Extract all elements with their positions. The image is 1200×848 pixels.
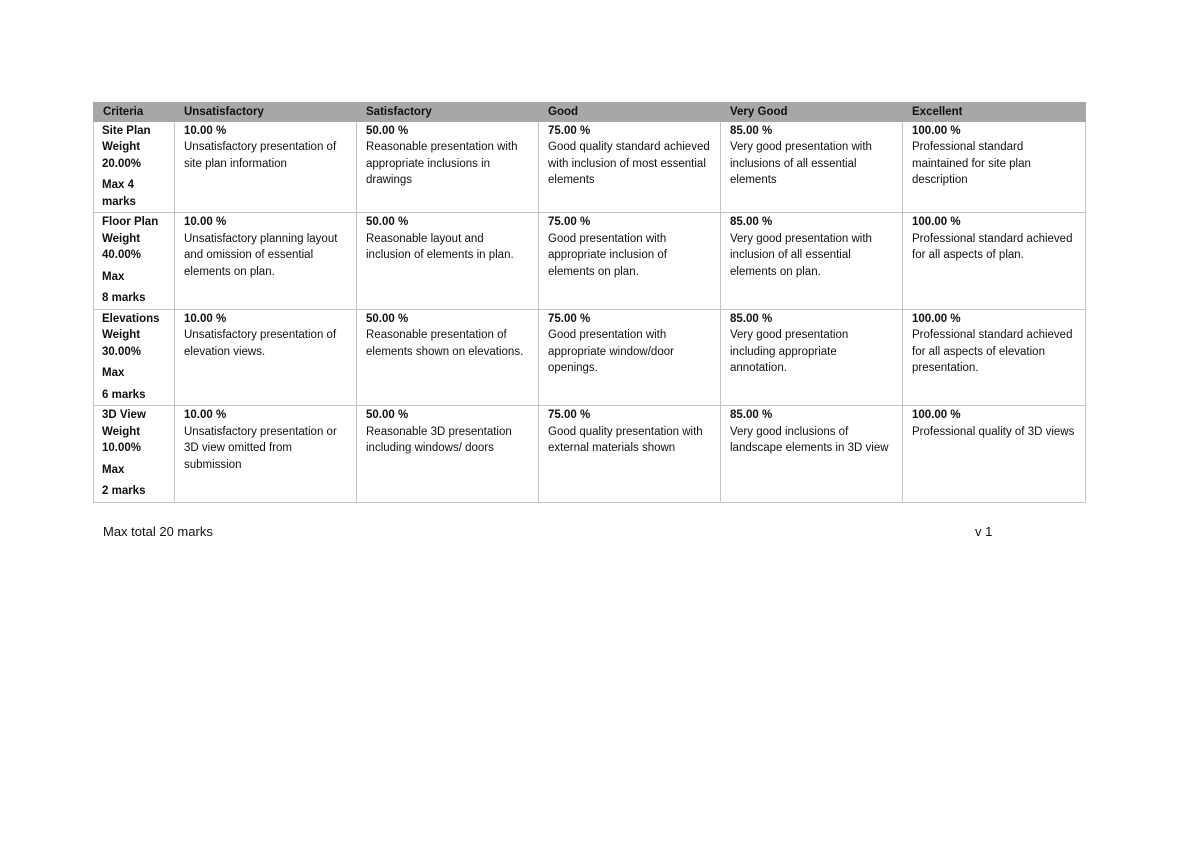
rating-cell (357, 213, 539, 310)
header-row (94, 103, 1086, 122)
rating-cell (539, 121, 721, 213)
criteria-max-label: Max (102, 463, 125, 476)
rating-cell (357, 121, 539, 213)
rating-cell (721, 121, 903, 213)
rating-percent: 50.00 % (366, 409, 409, 421)
rating-cell (903, 213, 1086, 310)
rating-cell (539, 213, 721, 310)
criteria-max-label: Max (102, 270, 125, 283)
rating-cell (903, 309, 1086, 406)
rating-cell (175, 309, 357, 406)
rating-description: Good quality standard achieved with inclusion of most essential elements (548, 141, 710, 186)
rating-percent: 85.00 % (730, 124, 773, 137)
rating-description: Very good presentation including appropriate annotation. (730, 329, 849, 374)
rating-percent: 50.00 % (366, 312, 409, 325)
rating-description: Professional standard achieved for all aspects of elevation presentation. (912, 329, 1073, 374)
header-good: Good (539, 103, 721, 122)
rating-description: Good presentation with appropriate window/door openings. (548, 329, 674, 374)
criteria-marks: 6 marks (102, 388, 146, 401)
rating-cell (721, 213, 903, 310)
rating-percent: 100.00 % (912, 409, 961, 421)
criteria-weight-value: 20.00% (102, 157, 142, 170)
rating-percent: 75.00 % (548, 312, 591, 325)
rating-percent: 100.00 % (912, 124, 961, 137)
rating-cell (903, 121, 1086, 213)
rating-description: Unsatisfactory planning layout and omission of essential elements on plan. (184, 232, 338, 278)
rating-percent: 100.00 % (912, 312, 961, 325)
criteria-weight-value: 30.00% (102, 345, 142, 358)
rating-description: Reasonable 3D presentation including windows/ doors (366, 425, 512, 454)
rating-description: Very good inclusions of landscape elements in 3D view (730, 425, 889, 454)
rating-cell (357, 309, 539, 406)
criteria-weight-label: Weight (102, 232, 141, 245)
rating-description: Very good presentation with inclusions of all essential elements (730, 141, 872, 186)
rating-percent: 85.00 % (730, 312, 773, 325)
rating-description: Unsatisfactory presentation of elevation views. (184, 329, 337, 358)
criteria-cell (94, 406, 175, 503)
rating-description: Professional standard maintained for site plan description (912, 141, 1031, 186)
rating-percent: 10.00 % (184, 216, 227, 228)
criteria-weight-label: Weight (102, 141, 141, 153)
rating-description: Very good presentation with inclusion of all essential elements on plan. (730, 232, 872, 278)
rating-percent: 10.00 % (184, 409, 227, 421)
rating-percent: 10.00 % (184, 312, 227, 325)
rating-description: Unsatisfactory presentation of site plan information (184, 141, 337, 170)
rating-description: Reasonable presentation of elements shown on elevations. (366, 329, 524, 358)
criteria-cell (94, 309, 175, 406)
criteria-weight-label: Weight (102, 425, 141, 438)
table-row (94, 121, 1086, 213)
rating-percent: 75.00 % (548, 409, 591, 421)
rating-description: Good quality presentation with external materials shown (548, 425, 703, 454)
rating-cell (721, 406, 903, 503)
rating-cell (357, 406, 539, 503)
rating-percent: 75.00 % (548, 124, 591, 137)
rating-percent: 50.00 % (366, 216, 409, 228)
max-total-marks: Max total 20 marks (103, 524, 213, 539)
rating-description: Unsatisfactory presentation or 3D view omitted from submission (184, 425, 337, 471)
rating-cell (175, 213, 357, 310)
rating-percent: 85.00 % (730, 409, 773, 421)
criteria-cell (94, 121, 175, 213)
header-excellent: Excellent (903, 103, 1086, 122)
rating-percent: 10.00 % (184, 124, 227, 137)
rating-cell (175, 406, 357, 503)
header-criteria: Criteria (94, 103, 175, 122)
rating-cell (903, 406, 1086, 503)
rating-cell (721, 309, 903, 406)
rating-percent: 50.00 % (366, 124, 409, 137)
criteria-cell (94, 213, 175, 310)
rating-cell (539, 309, 721, 406)
criteria-weight-label: Weight (102, 329, 141, 341)
header-satisfactory: Satisfactory (357, 103, 539, 122)
rating-description: Good presentation with appropriate inclusion of elements on plan. (548, 232, 667, 278)
criteria-name: 3D View (102, 409, 146, 421)
rating-description: Reasonable presentation with appropriate inclusions in drawings (366, 141, 518, 186)
criteria-marks: 8 marks (102, 292, 146, 304)
rating-description: Reasonable layout and inclusion of elements in plan. (366, 232, 514, 261)
criteria-name: Site Plan (102, 124, 151, 137)
rating-percent: 85.00 % (730, 216, 773, 228)
criteria-name: Elevations (102, 312, 160, 325)
rating-percent: 75.00 % (548, 216, 591, 228)
table-row (94, 406, 1086, 503)
criteria-name: Floor Plan (102, 216, 159, 228)
rating-cell (175, 121, 357, 213)
rubric-table (93, 102, 1086, 503)
version-label: v 1 (975, 524, 993, 539)
criteria-max-label: Max (102, 367, 125, 379)
criteria-marks: 2 marks (102, 485, 146, 497)
criteria-weight-value: 10.00% (102, 442, 142, 454)
rating-percent: 100.00 % (912, 216, 961, 228)
table-row (94, 213, 1086, 310)
header-very-good: Very Good (721, 103, 903, 122)
rating-description: Professional quality of 3D views (912, 425, 1075, 438)
rating-cell (539, 406, 721, 503)
header-unsatisfactory: Unsatisfactory (175, 103, 357, 122)
criteria-max-label: Max 4 (102, 179, 134, 191)
criteria-weight-value: 40.00% (102, 249, 142, 261)
criteria-marks: marks (102, 195, 136, 208)
rating-description: Professional standard achieved for all aspects of plan. (912, 232, 1073, 261)
table-row (94, 309, 1086, 406)
